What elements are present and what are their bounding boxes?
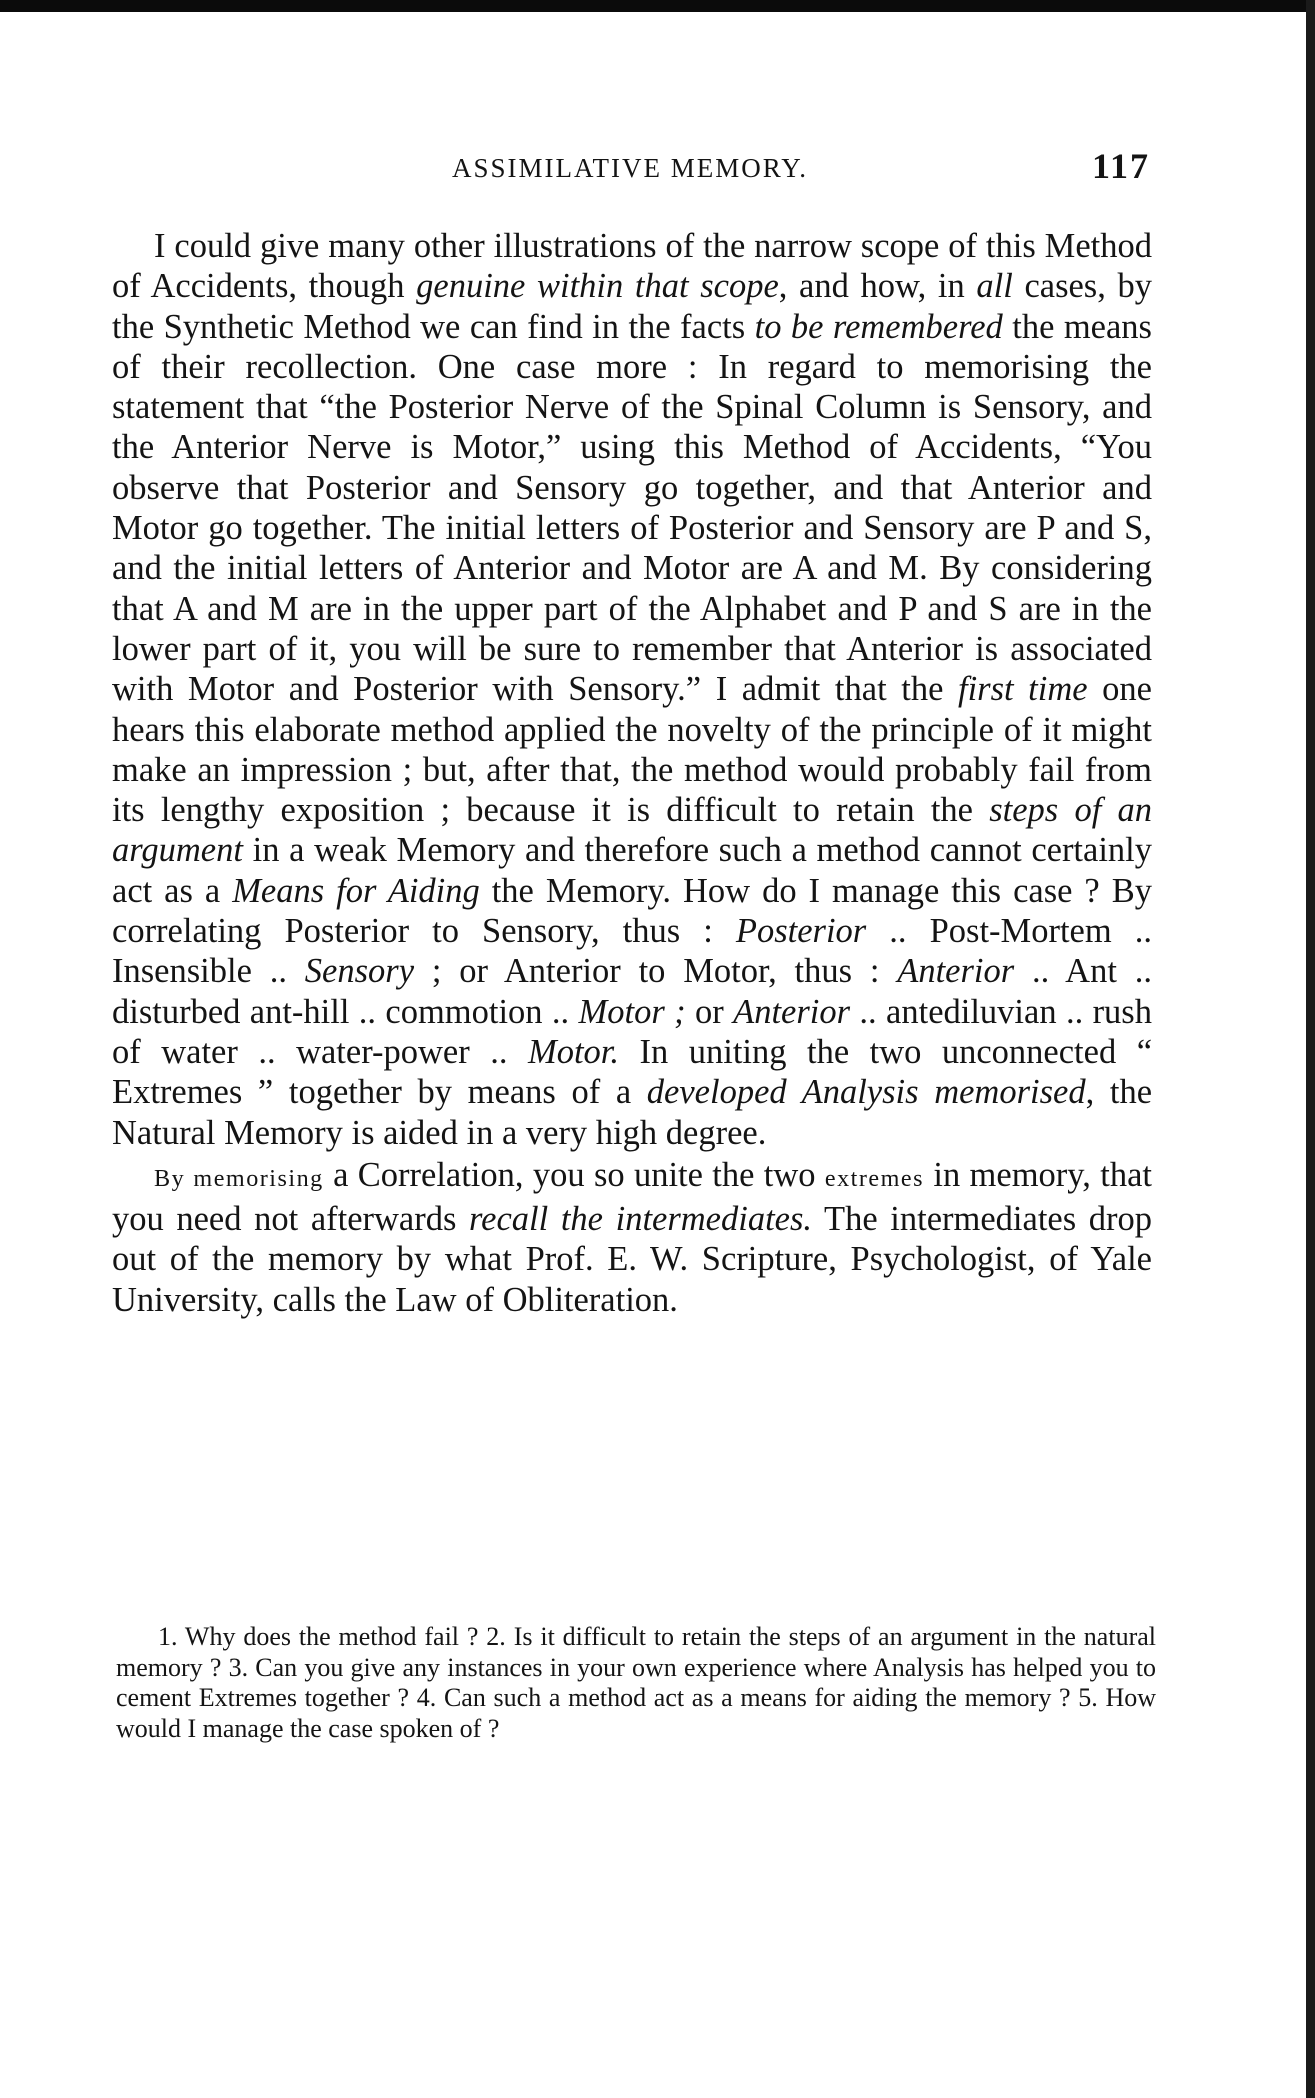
running-title: ASSIMILATIVE MEMORY. — [451, 153, 809, 183]
italic-run: first time — [957, 670, 1088, 709]
text-run: In uniting the two unconnected “ Extremes ” together by means of a — [112, 1032, 1153, 1112]
text-run: .. Ant .. disturbed ant-hill .. commotion .. — [112, 952, 1152, 1031]
small-caps-run: extremes — [824, 1164, 925, 1192]
page-number: 117 — [1091, 146, 1150, 186]
text-run: , and how, in — [778, 267, 977, 306]
scan-top-border — [0, 0, 1315, 12]
text-run: in a weak Memory and therefore such a method cannot certainly act as a — [112, 831, 1152, 910]
paragraph-law-of-obliteration — [112, 1155, 1152, 1320]
italic-run: Posterior — [735, 912, 867, 951]
text-run: in memory, that you need not afterwards — [112, 1155, 1152, 1239]
italic-run: Motor ; — [578, 992, 686, 1031]
text-run: , the Natural Memory is aided in a very high degree. — [112, 1073, 1153, 1152]
running-head — [110, 148, 1150, 188]
text-run: The intermediates drop out of the memory by what Prof. E. W. Scripture, Psychologist, of Yale University, calls the Law of Obliteration. — [112, 1200, 1153, 1319]
text-run: .. antediluvian .. rush of water .. water-power .. — [112, 992, 1152, 1071]
text-run: a Correlation, you so unite the two — [323, 1155, 825, 1194]
paragraph-method-of-accidents — [112, 226, 1152, 1153]
body-text — [112, 226, 1152, 1320]
italic-run: all — [976, 267, 1013, 306]
italic-run: recall the intermediates. — [469, 1200, 813, 1239]
scan-right-edge — [1306, 0, 1315, 2098]
italic-run: Sensory — [304, 952, 415, 991]
text-run: I could give many other illustrations of the narrow scope of this Method of Accidents, though — [112, 227, 1152, 306]
text-run: the Memory. How do I manage this case ? By correlating Posterior to Sensory, thus : — [112, 871, 1152, 951]
italic-run: genuine within that scope — [416, 267, 779, 306]
text-run: .. Post-Mortem .. Insensible .. — [112, 912, 1152, 991]
footnote-questions: 1. Why does the method fail ? 2. Is it difficult to retain the steps of an argument in the natural memory ? 3. Can you give any instances in your own experience where Analysis has helped you to cement Extremes together ? 4. Can such a method act as a means for aiding the memory ? 5. How would I manage the case spoken of ? — [116, 1622, 1156, 1743]
text-run: cases, by the Synthetic Method we can find in the facts — [112, 267, 1152, 346]
italic-run: Motor. — [527, 1032, 620, 1071]
small-caps-run: By memorising — [154, 1164, 324, 1192]
italic-run: Means for Aiding — [232, 871, 480, 910]
text-run: the means of their recollection. One case more : In regard to memorising the statement that “the Posterior Nerve of the Spinal Column is Sensory, and the Anterior Nerve is Motor,” using this Method of Accidents, “You observe that Posterior and Sensory go together, and that Anterior and Motor go together. The initial letters of Posterior and Sensory are P and S, and the initial letters of Anterior and Motor are A and M. By considering that A and M are in the upper part of the Alphabet and P and S are in the lower part of it, you will be sure to remember that Anterior is associated with Motor and Posterior with Sensory.” I admit that the — [112, 307, 1152, 709]
italic-run: Anterior — [733, 992, 851, 1031]
italic-run: Anterior — [897, 952, 1015, 991]
italic-run: developed Analysis memorised — [646, 1073, 1086, 1112]
italic-run: steps of an argument — [112, 791, 1152, 870]
text-run: one hears this elaborate method applied the novelty of the principle of it might make an impression ; but, after that, the method would probably fail from its lengthy exposition ; because it is difficult to retain the — [112, 670, 1152, 830]
text-run: ; or Anterior to Motor, thus : — [414, 952, 898, 991]
text-run: or — [685, 992, 734, 1031]
italic-run: to be remembered — [754, 307, 1003, 346]
